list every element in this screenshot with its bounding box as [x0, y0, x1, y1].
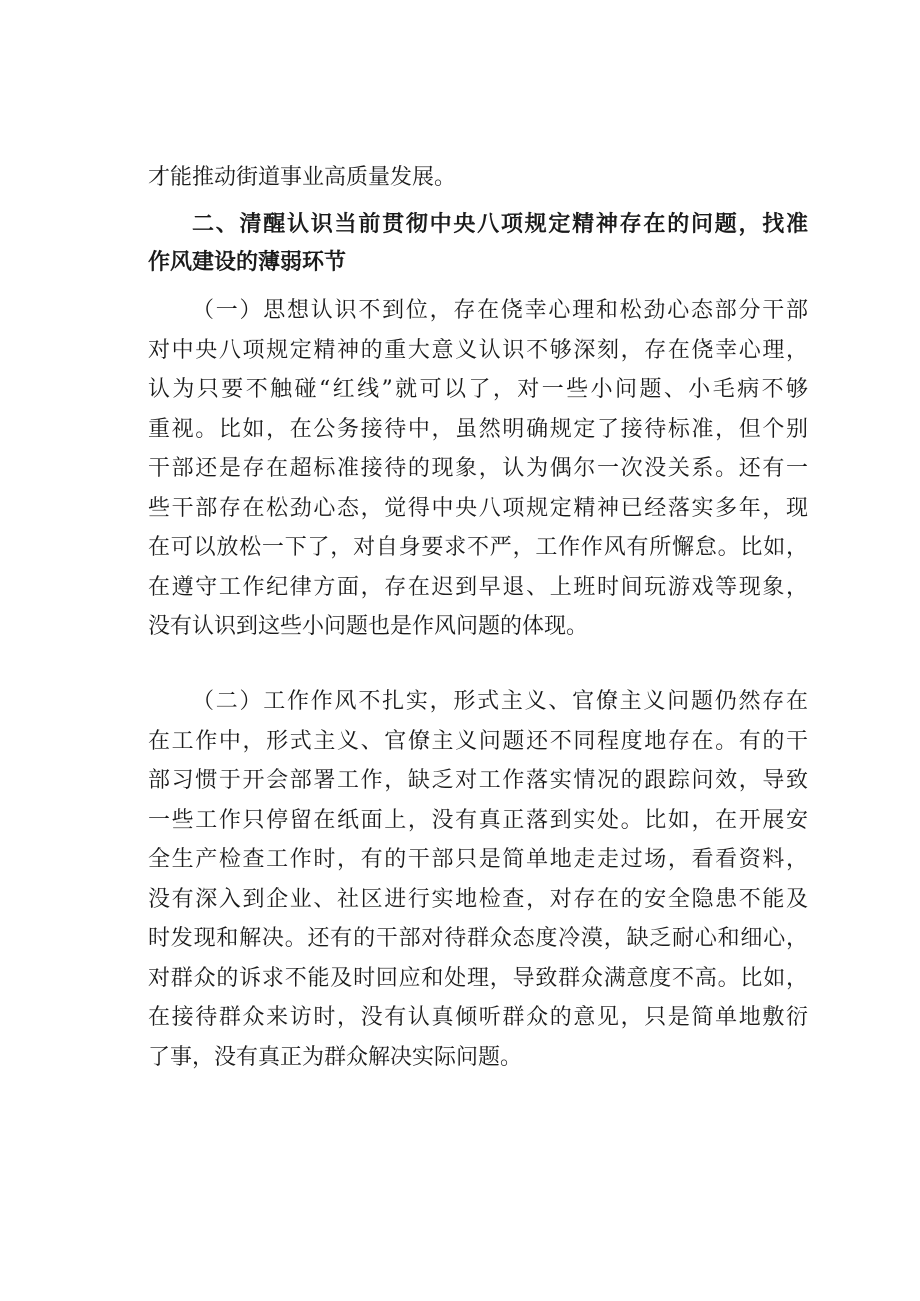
text-line: 对中央八项规定精神的重大意义认识不够深刻，存在侥幸心理， [148, 337, 808, 363]
heading-line: 二、清醒认识当前贯彻中央八项规定精神存在的问题，找准 [192, 212, 808, 237]
text-line: 在可以放松一下了，对自身要求不严，工作作风有所懈怠。比如， [148, 535, 808, 560]
text-line: 时发现和解决。还有的干部对待群众态度冷漠，缺乏耐心和细心， [148, 926, 808, 951]
text-line: 些干部存在松劲心态，觉得中央八项规定精神已经落实多年，现 [148, 495, 808, 521]
text-line: 没有深入到企业、社区进行实地检查，对存在的安全隐患不能及 [148, 886, 808, 912]
text-line: 没有认识到这些小问题也是作风问题的体现。 [148, 614, 589, 639]
text-line: 一些工作只停留在纸面上，没有真正落到实处。比如，在开展安 [148, 807, 808, 833]
section-heading [148, 206, 808, 282]
text-line: 在遵守工作纪律方面，存在迟到早退、上班时间玩游戏等现象， [148, 574, 808, 600]
text-line: 干部还是存在超标准接待的现象，认为偶尔一次没关系。还有一 [148, 456, 808, 481]
heading-line: 作风建设的薄弱环节 [148, 250, 347, 275]
text-line: 重视。比如，在公务接待中，虽然明确规定了接待标准，但个别 [148, 416, 808, 442]
lead-paragraph [148, 158, 808, 198]
paragraph-thought-awareness [148, 291, 808, 647]
text-line: 在接待群众来访时，没有认真倾听群众的意见，只是简单地敷衍 [148, 1005, 808, 1030]
text-line: 对群众的诉求不能及时回应和处理，导致群众满意度不高。比如， [148, 965, 808, 991]
text-line: 部习惯于开会部署工作，缺乏对工作落实情况的跟踪问效，导致 [148, 768, 808, 793]
text-line: （二）工作作风不扎实，形式主义、官僚主义问题仍然存在 [192, 689, 808, 714]
paragraph-work-style [148, 682, 808, 1077]
text-line: 在工作中，形式主义、官僚主义问题还不同程度地存在。有的干 [148, 728, 808, 754]
text-line: 才能推动街道事业高质量发展。 [148, 165, 457, 190]
text-line: 了事，没有真正为群众解决实际问题。 [148, 1044, 523, 1070]
text-line: 认为只要不触碰“红线”就可以了，对一些小问题、小毛病不够 [148, 377, 808, 402]
text-line: 全生产检查工作时，有的干部只是简单地走走过场，看看资料， [148, 847, 808, 872]
text-line: （一）思想认识不到位，存在侥幸心理和松劲心态部分干部 [192, 298, 808, 323]
